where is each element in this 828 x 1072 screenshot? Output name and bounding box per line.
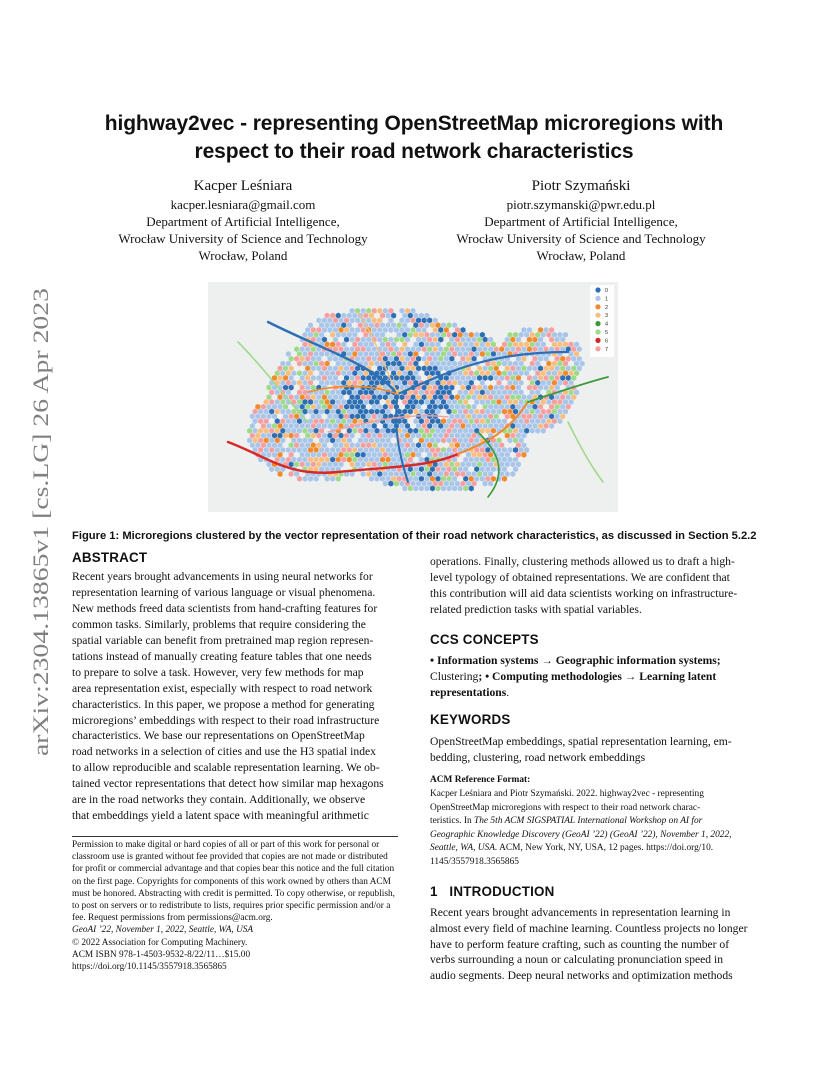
author-department: Department of Artificial Intelligence, <box>146 214 340 229</box>
abstract-line: tations instead of manually creating feature tables that one needs <box>72 649 372 663</box>
map-hexagon <box>430 485 436 491</box>
abstract-line: New methods freed data scientists from hand-crafting features for <box>72 601 378 615</box>
map-hexagon <box>435 485 441 491</box>
author-department: Department of Artificial Intelligence, <box>484 214 678 229</box>
abstract-line: spatial variable can benefit from pretrained map region represen- <box>72 633 374 647</box>
footnote-doi: https://doi.org/10.1145/3557918.3565865 <box>72 962 227 973</box>
legend-swatch <box>595 287 600 292</box>
map-legend <box>590 285 614 357</box>
legend-swatch <box>595 346 600 351</box>
acm-reference-line: OpenStreetMap microregions with respect to their road network charac- <box>430 802 701 813</box>
footnote-line: classroom use is granted without fee provided that copies are not made or distributed <box>72 852 388 863</box>
abstract-line: level typology of obtained representations. We are confident that <box>430 570 730 584</box>
abstract-line: representation learning of various language or visual phenomena. <box>72 585 376 599</box>
abstract-line: characteristics. We base our representations on OpenStreetMap <box>72 729 365 743</box>
abstract-line: this contribution will aid data scientists working on infrastructure- <box>430 586 738 600</box>
author-university: Wrocław University of Science and Technology <box>456 231 706 246</box>
legend-swatch <box>595 296 600 301</box>
footnote-line: must be honored. Abstracting with credit is permitted. To copy otherwise, or republish, <box>72 888 395 899</box>
legend-label: 2 <box>605 304 609 311</box>
author-email: piotr.szymanski@pwr.edu.pl <box>506 197 656 212</box>
introduction-line: almost every field of machine learning. Countless projects no longer <box>430 921 748 935</box>
map-road <box>568 422 603 482</box>
legend-label: 4 <box>605 321 609 328</box>
map-hexagon <box>383 480 389 486</box>
map-hexagon <box>507 437 513 443</box>
title-line-2: respect to their road network characteristics <box>194 140 634 163</box>
map-hexagon <box>277 471 283 477</box>
author-name: Piotr Szymański <box>531 178 631 194</box>
introduction-line: audio segments. Deep neural networks and optimization methods <box>430 969 733 983</box>
abstract-line: characteristics. In this paper, we propose a method for generating <box>72 697 375 711</box>
introduction-line: Recent years brought advancements in representation learning in <box>430 905 731 919</box>
map-hexagon <box>452 485 458 491</box>
legend-swatch <box>595 321 600 326</box>
ccs-heading: CCS CONCEPTS <box>430 631 539 647</box>
legend-swatch <box>595 329 600 334</box>
map-hexagon <box>510 471 515 477</box>
legend-label: 6 <box>605 338 609 345</box>
author-email: kacper.lesniara@gmail.com <box>170 197 316 212</box>
map-hexagon <box>336 476 342 482</box>
map-hexagon <box>394 480 400 486</box>
introduction-line: verbs surrounding a noun or calculating pronunciation speed in <box>430 953 723 967</box>
title-line-1: highway2vec - representing OpenStreetMap microregions with <box>104 112 724 135</box>
legend-background <box>590 285 614 357</box>
ccs-line <box>430 669 756 685</box>
section-number: 1 <box>430 883 438 899</box>
abstract-line: that embeddings yield a latent space with meaningful arithmetic <box>72 809 369 823</box>
map-hexagon <box>482 480 488 486</box>
map-hexagon <box>308 476 314 482</box>
map-hexagon <box>388 480 394 486</box>
author-block-2 <box>416 176 746 264</box>
map-hexagon <box>313 476 319 482</box>
footnote-line: for profit or commercial advantage and that copies bear this notice and the full citation <box>72 864 395 875</box>
legend-label: 5 <box>605 330 609 336</box>
acm-reference <box>430 774 756 869</box>
legend-label: 1 <box>605 296 609 303</box>
map-hexagon <box>419 485 425 491</box>
map-hexagon <box>457 485 463 491</box>
abstract-line: to allow reproducible and scalable representation learning. We ob- <box>72 761 380 775</box>
ccs-body <box>430 653 756 701</box>
map-hexagon <box>413 485 419 491</box>
ccs-term: Clustering <box>430 669 479 683</box>
figure-map <box>208 282 618 512</box>
right-column <box>430 554 756 984</box>
map-hexagon <box>530 428 536 434</box>
abstract-line: Recent years brought advancements in using neural networks for <box>72 569 373 583</box>
legend-swatch <box>595 313 600 318</box>
introduction-body <box>430 905 756 985</box>
legend-label: 0 <box>605 288 609 294</box>
map-hexagon <box>549 423 555 429</box>
abstract-body <box>72 569 398 824</box>
abstract-line: are in the road networks they contain. Additionally, we observe <box>72 793 366 807</box>
footnote-line: to post on servers or to redistribute to lists, requires prior specific permission and/or a <box>72 901 391 912</box>
map-hexagon <box>424 485 430 491</box>
map-hexagon <box>557 418 563 424</box>
footnote-line: fee. Request permissions from permissions@acm.org. <box>72 913 273 924</box>
keywords-line: OpenStreetMap embeddings, spatial representation learning, em- <box>430 734 732 748</box>
author-name: Kacper Leśniara <box>193 178 293 194</box>
map-hexagon <box>541 428 547 434</box>
abstract-line: microregions’ embeddings with respect to their road infrastructure <box>72 713 380 727</box>
abstract-line: common tasks. Similarly, problems that require considering the <box>72 617 366 631</box>
legend-swatch <box>595 338 600 343</box>
acm-reference-line: Kacper Leśniara and Piotr Szymański. 2022. highway2vec - representing <box>430 789 704 800</box>
abstract-heading: ABSTRACT <box>72 550 148 565</box>
map-hexagon <box>288 471 294 477</box>
map-hexagon <box>535 428 541 434</box>
footnote-isbn: ACM ISBN 978-1-4503-9532-8/22/11…$15.00 <box>72 949 251 960</box>
footnote-line: on the first page. Copyrights for components of this work owned by others than ACM <box>72 876 391 887</box>
footnote-copyright: © 2022 Association for Computing Machinery. <box>72 937 248 948</box>
author-city: Wrocław, Poland <box>536 248 626 263</box>
acm-reference-line: Seattle, WA, USA. ACM, New York, NY, USA, 12 pages. https://doi.org/10. <box>430 843 714 854</box>
abstract-line: tained vector representations that detect how similar map hexagons <box>72 777 384 791</box>
acm-reference-line: teristics. In The 5th ACM SIGSPATIAL International Workshop on AI for <box>430 816 703 827</box>
map-hexagon <box>441 437 447 443</box>
keywords-body <box>430 734 756 766</box>
author-block-1 <box>78 176 408 264</box>
map-canvas <box>208 282 618 512</box>
map-hexagon <box>521 452 527 458</box>
abstract-line: related prediction tasks with spatial variables. <box>430 602 642 616</box>
map-hexagon <box>463 485 469 491</box>
figure-caption: Figure 1: Microregions clustered by the vector representation of their road network characteristics, as discussed in Section 5.2.2 <box>72 530 757 542</box>
map-hexagon <box>469 485 475 491</box>
map-hexagon <box>297 360 303 366</box>
arxiv-stamp-text: arXiv:2304.13865v1 [cs.LG] 26 Apr 2023 <box>28 376 53 756</box>
map-hexagon <box>388 327 394 333</box>
map-hexagon <box>408 485 414 491</box>
map-hexagon <box>402 485 408 491</box>
author-university: Wrocław University of Science and Technology <box>118 231 368 246</box>
map-hexagon <box>488 480 494 486</box>
map-hexagon <box>488 375 494 381</box>
legend-label: 7 <box>605 346 609 353</box>
legend-label: 3 <box>605 313 609 320</box>
copyright-footnote <box>72 839 398 973</box>
left-column <box>72 550 398 824</box>
introduction-line: have to perform feature crafting, such as counting the number of <box>430 937 730 951</box>
map-hexagon <box>360 471 366 477</box>
map-hexagon <box>269 466 275 472</box>
section-title: INTRODUCTION <box>449 883 555 899</box>
arxiv-stamp <box>14 288 58 758</box>
ccs-term: ; • Computing methodologies → Learning latent <box>478 669 717 683</box>
map-hexagon <box>324 476 330 482</box>
map-hexagon <box>374 476 380 482</box>
map-hexagon <box>446 485 452 491</box>
map-hexagon <box>302 476 308 482</box>
paper-title <box>70 110 758 166</box>
legend-swatch <box>595 304 600 309</box>
ccs-line: • Information systems → Geographic information systems; <box>430 653 721 667</box>
footnote-rule <box>72 836 398 837</box>
keywords-heading: KEYWORDS <box>430 711 511 727</box>
acm-reference-line: Geographic Knowledge Discovery (GeoAI ’22) (GeoAI ’22), November 1, 2022, <box>430 829 732 840</box>
map-hexagon <box>330 476 336 482</box>
map-hexagon <box>502 476 508 482</box>
map-hexagon <box>441 485 447 491</box>
ccs-line: representations. <box>430 685 510 699</box>
abstract-continued <box>430 554 756 618</box>
acm-reference-line: 1145/3557918.3565865 <box>430 857 519 868</box>
abstract-line: to prepare to solve a task. However, very few methods for map <box>72 665 364 679</box>
author-city: Wrocław, Poland <box>198 248 288 263</box>
map-hexagon <box>297 476 303 482</box>
map-hexagon <box>369 476 375 482</box>
footnote-line: Permission to make digital or hard copies of all or part of this work for personal or <box>72 840 380 850</box>
abstract-line: road networks in a selection of cities and use the H3 spatial index <box>72 745 376 759</box>
acm-reference-heading: ACM Reference Format: <box>430 775 531 786</box>
keywords-line: bedding, clustering, road network embeddings <box>430 750 646 764</box>
footnote-body <box>72 839 398 924</box>
abstract-line: area representation exist, especially with respect to road network <box>72 681 373 695</box>
abstract-line: operations. Finally, clustering methods allowed us to draft a high- <box>430 555 735 568</box>
footnote-venue: GeoAI ’22, November 1, 2022, Seattle, WA, USA <box>72 925 254 936</box>
introduction-heading <box>430 884 756 900</box>
ccs-term: representations <box>430 685 507 699</box>
